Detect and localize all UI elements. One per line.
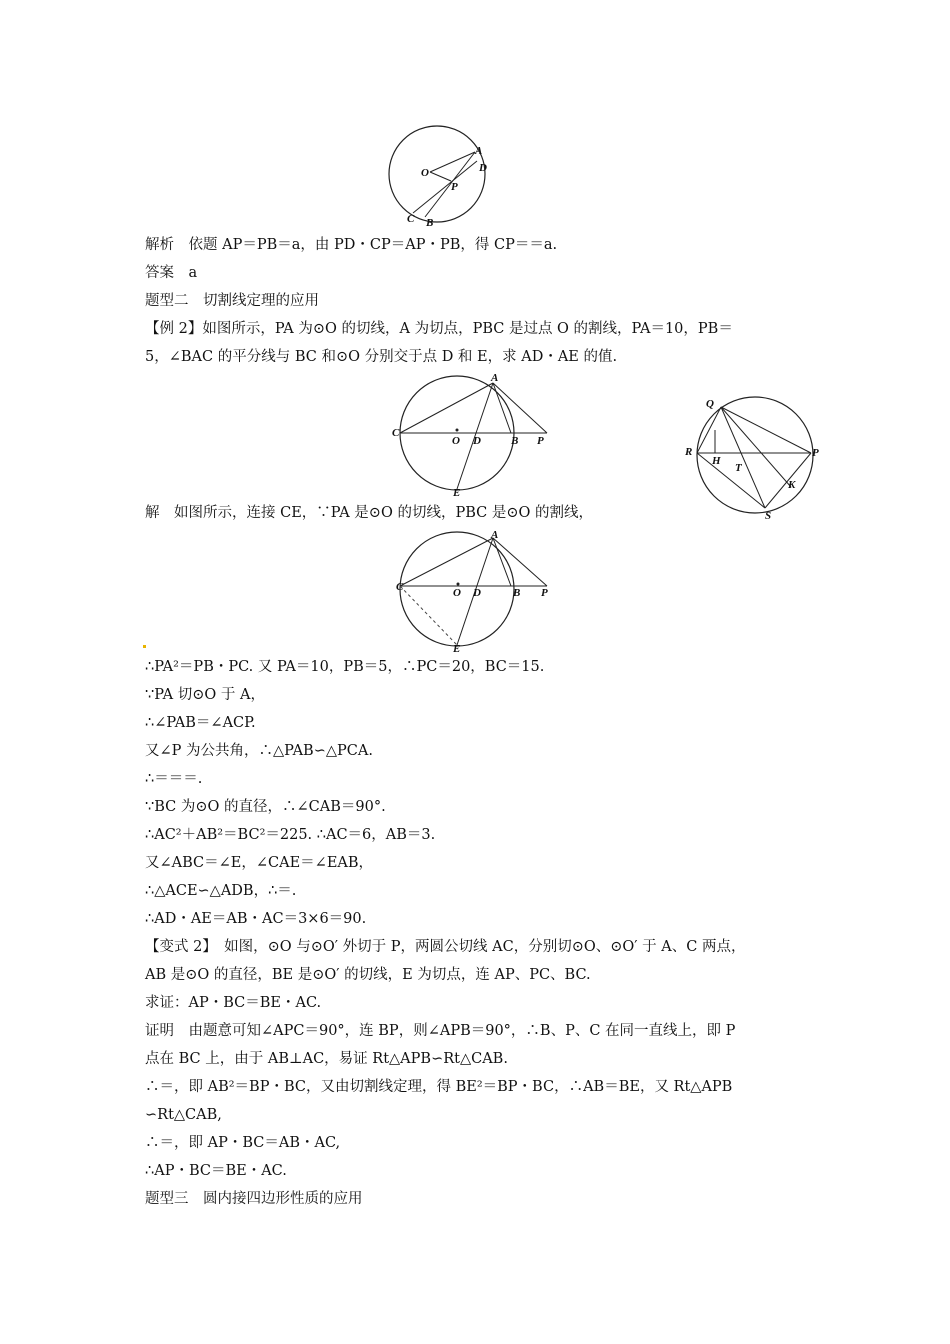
fig2-label-p: P (537, 435, 544, 447)
fig3-label-r: R (685, 446, 693, 458)
fig3-label-k: K (788, 479, 796, 491)
proof-step-6: ∵BC 为⊙O 的直径，∴∠CAB＝90°. (145, 799, 386, 815)
fig3-label-t: T (735, 462, 742, 474)
solution-analysis: 解析 依题 AP＝PB＝a，由 PD・CP＝AP・PB，得 CP＝＝a. (145, 237, 558, 253)
proof-step-2: ∵PA 切⊙O 于 A， (145, 687, 265, 703)
fig4-label-e: E (453, 643, 461, 653)
fig1-label-o: O (421, 167, 429, 179)
proof-step-5: ∴＝＝＝. (145, 771, 203, 787)
proof-line-4: ∽Rt△CAB, (145, 1107, 222, 1123)
proof-step-3: ∴∠PAB＝∠ACP. (145, 715, 256, 731)
fig1-label-a: A (475, 145, 483, 157)
proof-step-10: ∴AD・AE＝AB・AC＝3×6＝90. (145, 911, 367, 927)
fig4-label-d: D (473, 587, 481, 599)
example-2-line1: 【例 2】如图所示，PA 为⊙O 的切线，A 为切点，PBC 是过点 O 的割线，PA＝10，PB＝ (145, 321, 733, 337)
answer: 答案 a (145, 265, 198, 281)
fig3-label-h: H (712, 455, 721, 467)
fig2-label-d: D (473, 435, 481, 447)
proof-line-3: ∴＝，即 AB²＝BP・BC，又由切割线定理，得 BE²＝BP・BC，∴AB＝BE，又 Rt△APB (145, 1079, 733, 1095)
fig4-label-c: C (396, 581, 404, 593)
proof-step-9: ∴△ACE∽△ADB，∴＝. (145, 883, 297, 899)
fig3-label-s: S (765, 510, 772, 522)
section-heading-3: 题型三 圆内接四边形性质的应用 (145, 1191, 363, 1207)
figure-secant-tangent (390, 372, 555, 497)
fig2-label-e: E (453, 487, 461, 497)
proof-step-4: 又∠P 为公共角，∴△PAB∽△PCA. (145, 743, 373, 759)
fig2-label-b: B (511, 435, 519, 447)
fig1-label-c: C (407, 213, 415, 225)
fig3-label-q: Q (706, 398, 714, 410)
fig4-label-o: O (453, 587, 461, 599)
proof-line-1: 证明 由题意可知∠APC＝90°，连 BP，则∠APB＝90°，∴B、P、C 在同一直线上，即 P (145, 1023, 736, 1039)
example-2-line2: 5，∠BAC 的平分线与 BC 和⊙O 分别交于点 D 和 E，求 AD・AE 的值. (145, 349, 618, 365)
section-heading-2: 题型二 切割线定理的应用 (145, 293, 319, 309)
fig4-label-a: A (491, 529, 499, 541)
figure-secant-tangent-ce (390, 528, 555, 653)
fig2-label-c: C (392, 427, 400, 439)
proof-line-6: ∴AP・BC＝BE・AC. (145, 1163, 287, 1179)
variant-2-line1: 【变式 2】 如图，⊙O 与⊙O′ 外切于 P，两圆公切线 AC，分别切⊙O、⊙O′ 于 A、C 两点， (145, 939, 746, 955)
fig1-label-d: D (479, 162, 487, 174)
fig4-label-b: B (513, 587, 521, 599)
figure-circle-chords (385, 125, 495, 230)
proof-step-7: ∴AC²＋AB²＝BC²＝225. ∴AC＝6，AB＝3. (145, 827, 436, 843)
fig1-label-p: P (451, 181, 458, 193)
variant-2-line2: AB 是⊙O 的直径，BE 是⊙O′ 的切线，E 为切点，连 AP、PC、BC. (145, 967, 591, 983)
proof-step-8: 又∠ABC＝∠E，∠CAE＝∠EAB， (145, 855, 374, 871)
solution-intro: 解 如图所示，连接 CE，∵PA 是⊙O 的切线，PBC 是⊙O 的割线， (145, 505, 593, 521)
fig4-label-p: P (541, 587, 548, 599)
variant-2-claim: 求证：AP・BC＝BE・AC. (145, 995, 322, 1011)
figure-inscribed-quadrilateral (683, 395, 823, 523)
fig3-label-p: P (812, 447, 819, 459)
fig2-label-a: A (491, 372, 499, 384)
fig2-label-o: O (452, 435, 460, 447)
proof-step-1: ∴PA²＝PB・PC. 又 PA＝10，PB＝5，∴PC＝20，BC＝15. (145, 659, 545, 675)
proof-line-2: 点在 BC 上，由于 AB⊥AC，易证 Rt△APB∽Rt△CAB. (145, 1051, 508, 1067)
fig1-label-b: B (426, 217, 434, 229)
proof-line-5: ∴＝，即 AP・BC＝AB・AC, (145, 1135, 341, 1151)
stray-dot (143, 645, 146, 648)
